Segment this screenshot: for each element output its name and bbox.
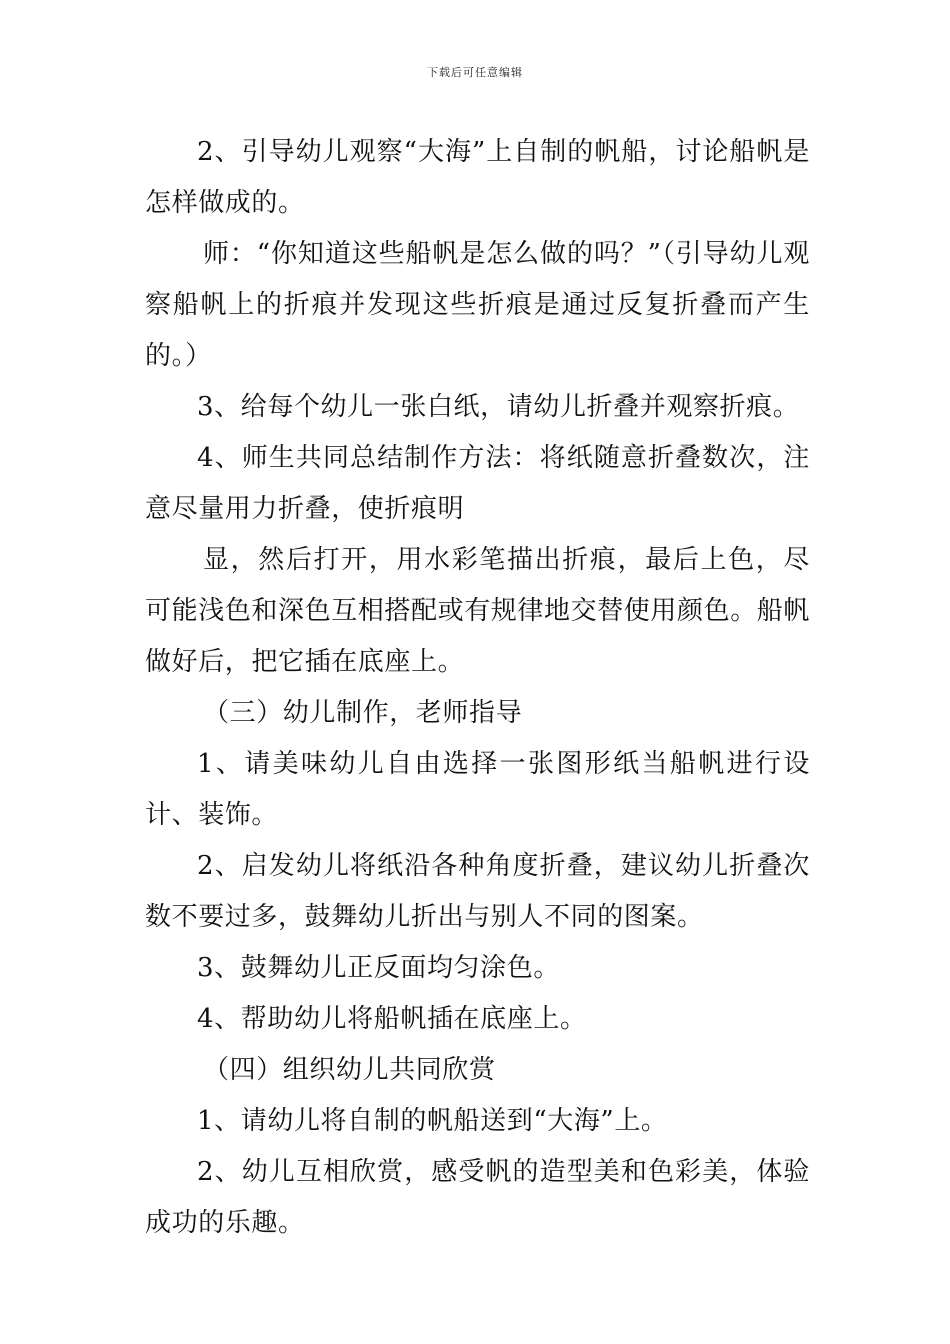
section-heading-3: （三）幼儿制作，老师指导	[203, 698, 523, 728]
paragraph-appreciate-2: 2、幼儿互相欣赏，感受帆的造型美和色彩美，体验成功的乐趣。	[145, 1157, 810, 1238]
paragraph-make-3: 3、鼓舞幼儿正反面均匀涂色。	[197, 953, 560, 983]
paragraph-make-2: 2、启发幼儿将纸沿各种角度折叠，建议幼儿折叠次数不要过多，鼓舞幼儿折出与别人不同的图案。	[145, 851, 810, 932]
paragraph-make-4: 4、帮助幼儿将船帆插在底座上。	[197, 1004, 587, 1034]
page-header: 下载后可任意编辑	[427, 66, 523, 79]
paragraph-make-1: 1、请美味幼儿自由选择一张图形纸当船帆进行设计、装饰。	[145, 749, 810, 830]
section-heading-4: （四）组织幼儿共同欣赏	[203, 1055, 496, 1085]
paragraph-appreciate-1: 1、请幼儿将自制的帆船送到“大海”上。	[197, 1106, 668, 1136]
paragraph-teacher-question: 师：“你知道这些船帆是怎么做的吗？”（引导幼儿观察船帆上的折痕并发现这些折痕是通过反复折叠而产生的。）	[145, 239, 811, 371]
paragraph-step-4-summary: 4、师生共同总结制作方法：将纸随意折叠数次，注意尽量用力折叠，使折痕明	[145, 443, 810, 524]
paragraph-step-2-observe-boats: 2、引导幼儿观察“大海”上自制的帆船，讨论船帆是怎样做成的。	[145, 137, 810, 218]
document-body	[145, 127, 810, 1249]
paragraph-step-3-fold-paper: 3、给每个幼儿一张白纸，请幼儿折叠并观察折痕。	[197, 392, 800, 422]
paragraph-step-4-continued: 显，然后打开，用水彩笔描出折痕，最后上色，尽可能浅色和深色互相搭配或有规律地交替使用颜色。船帆做好后，把它插在底座上。	[145, 545, 811, 677]
